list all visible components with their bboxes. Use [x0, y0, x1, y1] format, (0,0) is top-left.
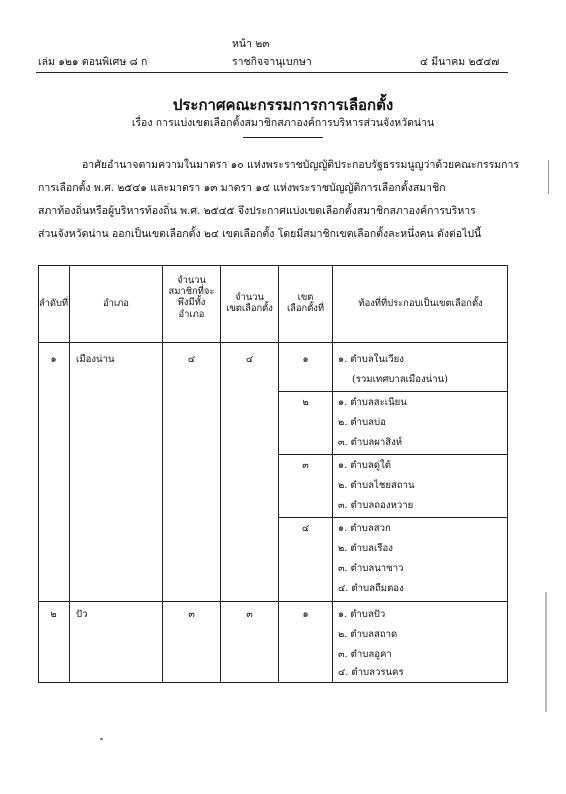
row-1-district: เมืองน่าน: [76, 354, 115, 365]
body-line-4: ส่วนจังหวัดน่าน ออกเป็นเขตเลือกตั้ง ๒๔ เขตเลือกตั้ง โดยมีสมาชิกเขตเลือกตั้งละหนึ่งคน ดังต่อไปนี้: [38, 228, 482, 240]
body-line-1: อาศัยอำนาจตามความในมาตรา ๑๐ แห่งพระราชบัญญัติประกอบรัฐธรรมนูญว่าด้วยคณะกรรมการ: [82, 159, 520, 171]
header-areas: ท้องที่ที่ประกอบเป็นเขตเลือกตั้ง: [358, 298, 483, 309]
row-1-zone-2-area-2: ๒. ตำบลบ่อ: [338, 417, 386, 428]
row-2-zone-1-area-2: ๒. ตำบลสถาด: [338, 629, 398, 640]
body-line-2: การเลือกตั้ง พ.ศ. ๒๕๔๑ และมาตรา ๑๓ มาตรา ๑๔ แห่งพระราชบัญญัติการเลือกตั้งสมาชิก: [38, 182, 446, 194]
row-1-zone-3-no: ๓: [302, 460, 309, 471]
header-members: จำนวน สมาชิกที่จะ พึงมีทั้ง อำเภอ: [168, 275, 215, 320]
row-2-zone-1-area-1: ๑. ตำบลปัว: [338, 609, 386, 620]
row-1-zone-2-no: ๒: [302, 397, 309, 408]
row-1-zone-1-area-1: ๑. ตำบลในเวียง: [338, 354, 404, 365]
gazette-name: ราชกิจจานุเบกษา: [232, 56, 312, 68]
title-divider: [243, 137, 323, 138]
row-1-zone-3-area-3: ๓. ตำบลถองหวาย: [338, 500, 414, 511]
header-zone-no: เขต เลือกตั้งที่: [286, 292, 325, 315]
row-2-zone-1-area-3: ๓. ตำบลอูคา: [338, 649, 392, 660]
header-order: ลำดับที่: [38, 298, 69, 309]
row-1-zone-3-area-2: ๒. ตำบลไชยสถาน: [338, 480, 415, 491]
gazette-volume: เล่ม ๑๒๑ ตอนพิเศษ ๘ ก: [38, 56, 148, 68]
row-1-zone-3-area-1: ๑. ตำบลดู่ใต้: [338, 460, 391, 471]
gazette-date: ๔ มีนาคม ๒๕๔๗: [420, 56, 500, 68]
row-1-zone-1-area-2: (รวมเทศบาลเมืองน่าน): [352, 374, 448, 385]
row-1-zone-2-area-1: ๑. ตำบลสะเนียน: [338, 397, 407, 408]
row-2-zone-1-area-4: ๔. ตำบลวรนคร: [338, 667, 404, 678]
row-1-zones: ๔: [245, 354, 254, 365]
row-1-zone-4-area-4: ๔. ตำบลถืมตอง: [338, 583, 404, 594]
row-1-zone-4-area-1: ๑. ตำบลสวก: [338, 523, 391, 534]
row-2-members: ๓: [188, 609, 195, 620]
scan-mark: [548, 160, 549, 194]
header-district: อำเภอ: [103, 298, 129, 309]
header-zones: จำนวน เขตเลือกตั้ง: [226, 292, 273, 315]
header-rule: [36, 72, 508, 73]
row-1-members: ๔: [187, 354, 196, 365]
page-number: หน้า ๒๓: [232, 38, 270, 50]
row-1-zone-4-area-2: ๒. ตำบลเรือง: [338, 543, 393, 554]
row-1-order: ๑: [50, 354, 57, 365]
body-line-3: สภาท้องถิ่นหรือผู้บริหารท้องถิ่น พ.ศ. ๒๕๔๕ จึงประกาศแบ่งเขตเลือกตั้งสมาชิกสภาองค์การบริหาร: [38, 205, 476, 217]
row-2-zone-1-no: ๑: [302, 609, 309, 620]
row-1-zone-1-no: ๑: [302, 354, 309, 365]
row-1-zone-2-area-3: ๓. ตำบลผาสิงห์: [338, 437, 403, 448]
row-1-zone-4-area-3: ๓. ตำบลนาซาว: [338, 563, 404, 574]
row-1-zone-4-no: ๔: [301, 523, 310, 534]
row-2-zones: ๓: [246, 609, 253, 620]
scan-speck: [100, 738, 103, 740]
row-2-order: ๒: [50, 609, 57, 620]
announcement-title: ประกาศคณะกรรมการการเลือกตั้ง: [172, 96, 394, 114]
row-2-district: ปัว: [76, 609, 88, 620]
scan-mark: [545, 592, 547, 712]
zone-table: [38, 265, 508, 683]
announcement-subtitle: เรื่อง การแบ่งเขตเลือกตั้งสมาชิกสภาองค์การบริหารส่วนจังหวัดน่าน: [131, 117, 435, 129]
